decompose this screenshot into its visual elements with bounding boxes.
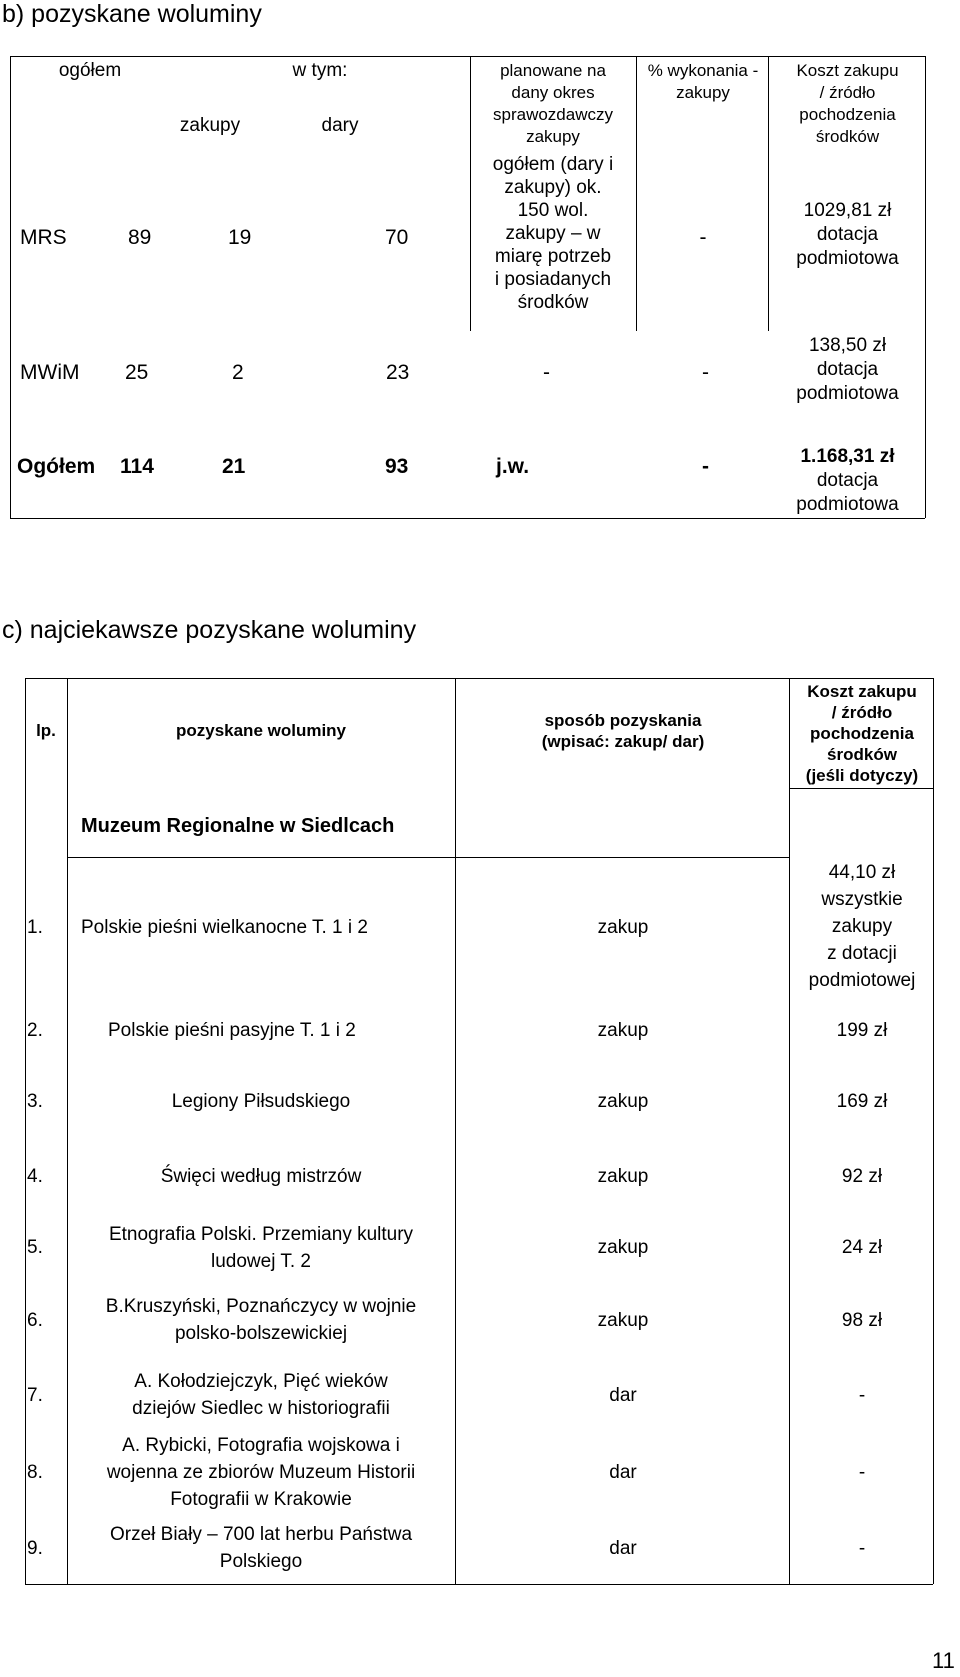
item-method: dar — [609, 1385, 637, 1406]
row-gifts: 23 — [386, 361, 410, 384]
item-title-line: Etnografia Polski. Przemiany kultury — [108, 1224, 414, 1245]
table-b-border-top — [10, 56, 925, 57]
row-name: MRS — [20, 226, 67, 249]
row-percent: - — [702, 361, 709, 384]
item-lp: 6. — [27, 1310, 43, 1331]
item-method: dar — [609, 1538, 637, 1559]
table-b-border-bottom — [10, 518, 925, 519]
item-cost: - — [858, 1385, 866, 1406]
row-planned-line: środków — [517, 292, 589, 313]
item-method: zakup — [597, 1310, 649, 1331]
row-planned-line: ogółem (dary i — [492, 154, 614, 175]
table-c-divider-method — [789, 678, 790, 1584]
header-gifts: dary — [321, 115, 359, 136]
item-cost-line: z dotacji — [827, 943, 897, 964]
row-percent: - — [702, 455, 709, 478]
group-label: Muzeum Regionalne w Siedlcach — [81, 815, 395, 837]
row-cost-line: podmiotowa — [796, 248, 899, 269]
item-cost-line: zakupy — [831, 916, 893, 937]
row-total: 114 — [120, 455, 154, 478]
header-total: ogółem — [58, 60, 122, 81]
row-name: MWiM — [20, 361, 80, 384]
row-total: 89 — [128, 226, 152, 249]
table-c-border-bottom — [25, 1584, 933, 1585]
header-percent-line: % wykonania - — [647, 61, 759, 80]
item-lp: 9. — [27, 1538, 43, 1559]
table-c-divider-title — [455, 678, 456, 1584]
item-cost: 24 zł — [841, 1237, 883, 1258]
table-c-border-top — [25, 678, 933, 679]
row-planned-line: zakupy) ok. — [504, 177, 602, 198]
row-purchases: 21 — [222, 455, 246, 478]
row-cost-line: dotacja — [816, 359, 879, 380]
header-cost-line: Koszt zakupu — [807, 682, 917, 701]
item-lp: 2. — [27, 1020, 43, 1041]
header-purchases: zakupy — [179, 115, 241, 136]
header-cost-line: (jeśli dotyczy) — [805, 766, 919, 785]
item-method: zakup — [597, 917, 649, 938]
row-cost-line: 1029,81 zł — [803, 200, 892, 221]
row-planned-line: zakupy – w — [505, 223, 601, 244]
item-title-line: Polskiego — [219, 1551, 303, 1572]
header-cost-line: pochodzenia — [810, 724, 914, 743]
header-method-line: sposób pozyskania — [544, 711, 702, 730]
table-b-divider-planned — [470, 56, 471, 331]
item-title-line: A. Rybicki, Fotografia wojskowa i — [122, 1435, 400, 1456]
header-cost-line: / źródło — [831, 703, 893, 722]
row-gifts: 93 — [385, 455, 409, 478]
table-b-divider-percent — [636, 56, 637, 331]
row-gifts: 70 — [385, 226, 409, 249]
table-c-border-right — [933, 678, 934, 1584]
item-cost: 169 zł — [836, 1091, 888, 1112]
page-number: 11 — [932, 1648, 955, 1673]
header-volumes: pozyskane woluminy — [175, 721, 347, 740]
item-title-line: polsko-bolszewickiej — [174, 1323, 348, 1344]
item-title-line: A. Kołodziejczyk, Pięć wieków — [134, 1371, 388, 1392]
item-lp: 7. — [27, 1385, 43, 1406]
table-c-header-rule — [789, 788, 933, 789]
row-planned: j.w. — [496, 455, 530, 478]
header-cost-line: pochodzenia — [799, 105, 896, 124]
row-cost-line: podmiotowa — [796, 383, 899, 404]
header-lp: lp. — [36, 721, 56, 740]
item-title-line: Fotografii w Krakowie — [170, 1489, 352, 1510]
item-method: zakup — [597, 1237, 649, 1258]
header-planned-line: planowane na — [500, 61, 606, 80]
header-cost-line: środków — [827, 745, 897, 764]
row-cost-line: podmiotowa — [796, 494, 899, 515]
item-lp: 1. — [27, 917, 43, 938]
header-planned-line: sprawozdawczy — [493, 105, 613, 124]
row-purchases: 19 — [228, 226, 252, 249]
header-including: w tym: — [292, 60, 348, 81]
section-c-title: c) najciekawsze pozyskane woluminy — [2, 616, 417, 644]
row-planned-line: miarę potrzeb — [494, 246, 612, 267]
item-title-line: Orzeł Biały – 700 lat herbu Państwa — [109, 1524, 413, 1545]
item-title: Święci według mistrzów — [160, 1166, 362, 1187]
table-c-group-rule — [67, 857, 789, 858]
item-cost: 199 zł — [836, 1020, 888, 1041]
row-cost-line: 138,50 zł — [808, 335, 887, 356]
row-name: Ogółem — [17, 455, 96, 478]
header-cost-line: / źródło — [819, 83, 876, 102]
item-cost: 98 zł — [841, 1310, 883, 1331]
item-cost-line: 44,10 zł — [828, 862, 896, 883]
row-cost-line: dotacja — [816, 470, 879, 491]
table-b-border-right — [925, 56, 926, 518]
item-title: Legiony Piłsudskiego — [171, 1091, 351, 1112]
table-c-divider-lp — [67, 678, 68, 1584]
item-cost: 92 zł — [841, 1166, 883, 1187]
table-c-border-left — [25, 678, 26, 1584]
item-cost-line: wszystkie — [821, 889, 903, 910]
item-method: zakup — [597, 1091, 649, 1112]
item-title: Polskie pieśni pasyjne T. 1 i 2 — [108, 1020, 356, 1041]
row-cost-line: dotacja — [816, 224, 879, 245]
item-method: dar — [609, 1462, 637, 1483]
row-percent: - — [699, 226, 707, 249]
row-purchases: 2 — [232, 361, 244, 384]
item-lp: 4. — [27, 1166, 43, 1187]
item-title-line: wojenna ze zbiorów Muzeum Historii — [106, 1462, 416, 1483]
item-title-line: dziejów Siedlec w historiografii — [132, 1398, 390, 1419]
row-planned-line: i posiadanych — [494, 269, 612, 290]
section-b-title: b) pozyskane woluminy — [2, 0, 262, 28]
item-title-line: ludowej T. 2 — [211, 1251, 311, 1272]
item-cost-line: podmiotowej — [808, 970, 916, 991]
row-planned-line: 150 wol. — [517, 200, 589, 221]
item-lp: 8. — [27, 1462, 43, 1483]
header-planned-line: dany okres — [511, 83, 595, 102]
item-lp: 5. — [27, 1237, 43, 1258]
item-lp: 3. — [27, 1091, 43, 1112]
header-cost-line: środków — [815, 127, 880, 146]
row-cost-line: 1.168,31 zł — [800, 446, 895, 467]
row-total: 25 — [125, 361, 149, 384]
header-percent-line: zakupy — [676, 83, 730, 102]
header-cost-line: Koszt zakupu — [796, 61, 899, 80]
item-method: zakup — [597, 1020, 649, 1041]
item-title: Polskie pieśni wielkanocne T. 1 i 2 — [81, 917, 368, 938]
table-b-border-left — [10, 56, 11, 518]
item-cost: - — [858, 1538, 866, 1559]
row-planned: - — [543, 361, 550, 384]
item-title-line: B.Kruszyński, Poznańczycy w wojnie — [105, 1296, 417, 1317]
header-method-line: (wpisać: zakup/ dar) — [541, 732, 705, 751]
item-cost: - — [858, 1462, 866, 1483]
table-b-divider-cost — [768, 56, 769, 331]
header-planned-line: zakupy — [526, 127, 580, 146]
item-method: zakup — [597, 1166, 649, 1187]
